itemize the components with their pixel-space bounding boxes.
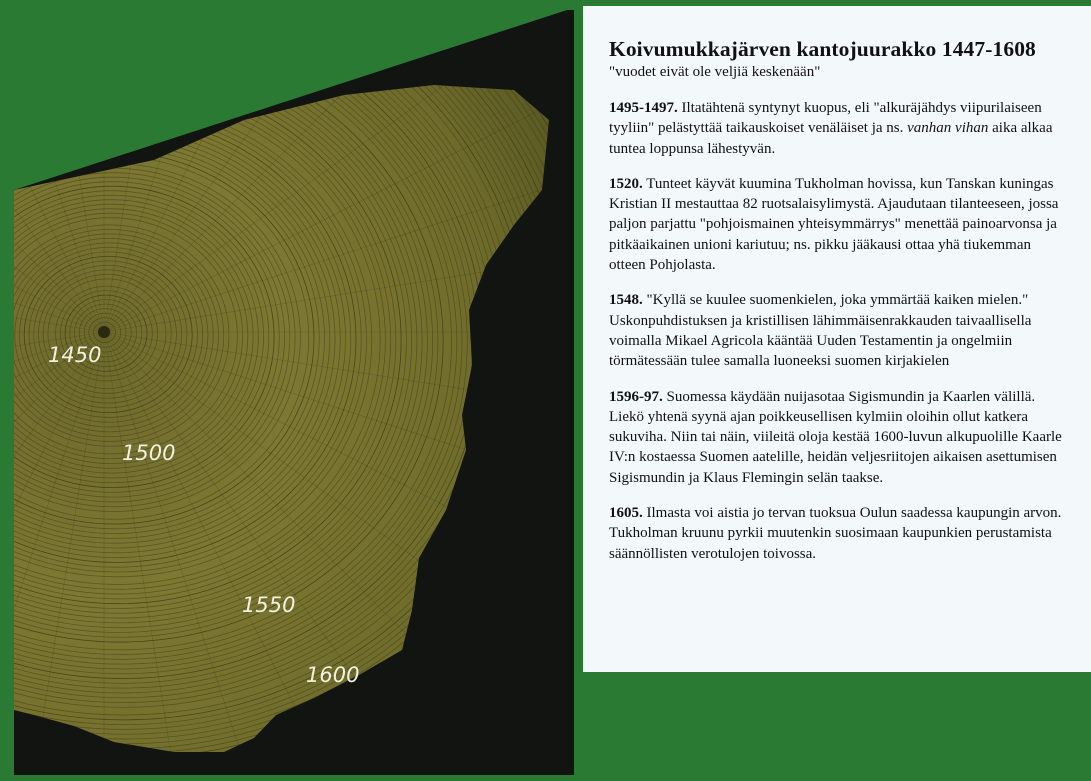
entry-1605 [609,503,1069,564]
ring-label-1550: 1550 [242,593,296,617]
entry-year: 1520. [609,175,643,192]
entry-text: Suomessa käydään nuijasotaa Sigismundin ja Kaarlen välillä. Liekö yhtenä syynä ajan poikkeusellisen kylmiin oloihin ollut katkera sukuviha. Niin tai näin, viileitä oloja kestää 1600-luvun alkupuolille Kaarle IV:n kostaessa Suomen aatelille, heidän veljesriitojen aikaisen asettumisen Sigismundin ja Klaus Flemingin selän taakse. [609,388,1062,486]
document-subtitle: "vuodet eivät ole veljiä keskenään" [609,64,821,80]
entry-1596 [609,387,1069,488]
entry-text: Iltatähtenä syntynyt kuopus, eli "alkuräjähdys viipurilaiseen tyyliin" pelästyttää taikauskoiset venäläiset ja ns. [609,100,1042,137]
entry-text: "Kyllä se kuulee suomenkielen, joka ymmärtää kaiken mielen." Uskonpuhdistuksen ja kristillisen lähimmäisenrakkauden taivaallisella voimalla Mikael Agricola kääntää Uuden Testamentin ja ongelmiin törmätessään tulee samalla luoneeksi suomen kirjakielen [609,292,1032,370]
entry-1548 [609,290,1069,371]
entry-text: Tunteet käyvät kuumina Tukholman hovissa, kun Tanskan kuningas Kristian II mestauttaa 82 ruotsalaisylimystä. Ajaudutaan tilanteeseen, jossa paljon parjattu "pohjoismainen yhteisymmärrys" menettää painoarvonsa ja pitkäaikainen unioni kariutuu; ns. pikku jääkausi ottaa yhä tiukemman otteen Pohjolasta. [609,175,1059,274]
entry-text: aika alkaa tuntea loppunsa lähestyvän. [609,120,1053,157]
entry-text: Ilmasta voi aistia jo tervan tuoksua Oulun saadessa kaupungin arvon. Tukholman kruunu pyrkii muutenkin suosimaan kaupunkien perustamista säännöllisten verotulojen toivossa. [609,505,1062,562]
entry-1520 [609,174,1069,275]
pith-marker [98,326,110,338]
entry-year: 1596-97. [609,388,663,405]
document-title: Koivumukkajärven kantojuurakko 1447-1608 [609,37,1036,61]
tree-stump-photo [14,10,574,775]
entry-year: 1605. [609,505,643,522]
ring-label-1500: 1500 [122,441,176,465]
entry-1495 [609,98,1069,159]
text-panel [583,6,1091,672]
entry-year: 1548. [609,292,643,309]
ring-label-1600: 1600 [306,663,360,687]
ring-label-1450: 1450 [48,343,102,367]
entry-year: 1495-1497. [609,100,678,116]
entry-text-italic: vanhan vihan [907,120,989,137]
